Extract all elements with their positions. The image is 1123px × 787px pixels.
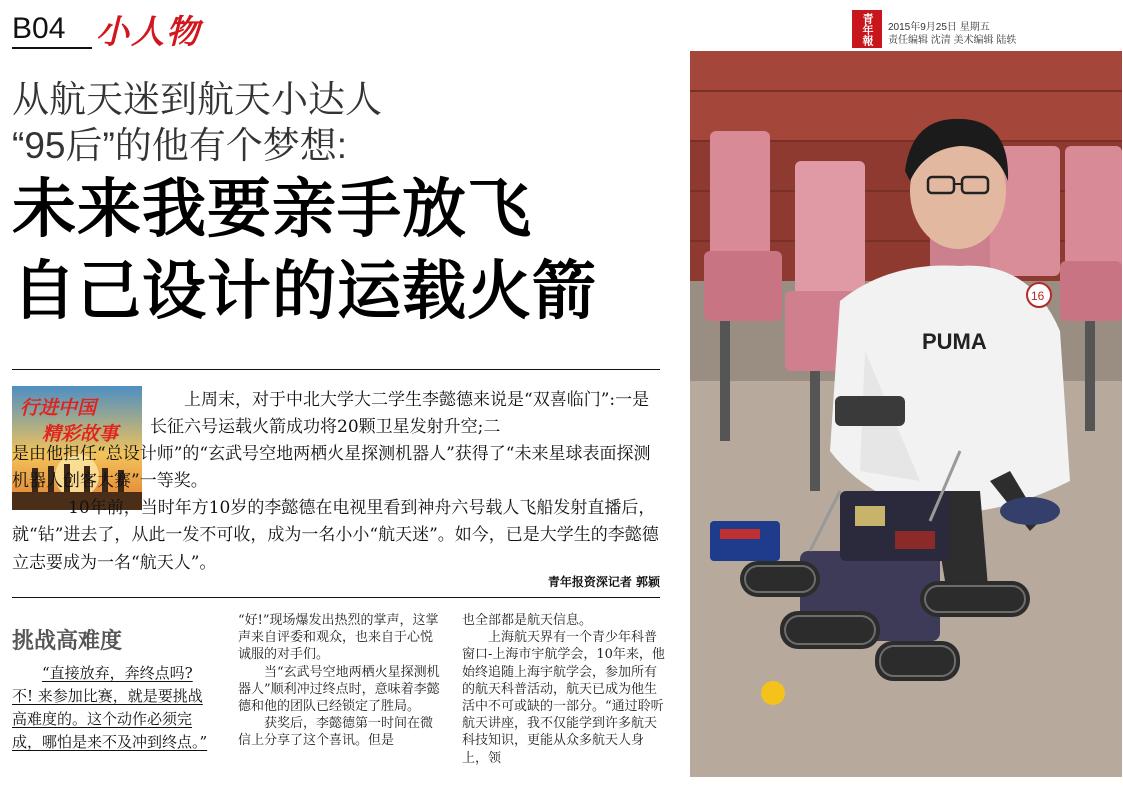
lead-paragraph-1: 上周末，对于中北大学大二学生李懿德来说是“双喜临门”:一是长征六号运载火箭成功将20颗卫星发射升空;二	[150, 390, 650, 438]
page-number-rule	[12, 47, 92, 49]
kicker-line-2: “95后”的他有个梦想:	[12, 125, 348, 166]
student-with-robot-photo	[690, 51, 1122, 777]
section-logo: 小人物	[96, 12, 201, 51]
headline-divider	[12, 369, 660, 370]
body-paragraph: 也全部都是航天信息。	[462, 613, 593, 628]
pull-quote: “直接放弃，奔终点吗? 不! 来参加比赛，就是要挑战高难度的。这个动作必须完成，哪怕是来不及冲到终点。”	[12, 664, 208, 751]
body-paragraph: 获奖后，李懿德第一时间在微信上分享了这个喜讯。但是	[238, 716, 434, 749]
byline: 青年报资深记者 郭颖	[547, 575, 660, 589]
shirt-brand-text: PUMA	[922, 329, 987, 354]
body-paragraph: 当“玄武号空地两栖火星探测机器人”顺利冲过终点时，意味着李懿德和他的团队已经锁定了胜局。	[238, 664, 440, 715]
body-column-2	[238, 612, 444, 750]
badge-line-2: 精彩故事	[42, 423, 119, 445]
main-headline-line-1: 未来我要亲手放飞	[12, 173, 532, 247]
body-paragraph: “好!”现场爆发出热烈的掌声，这掌声来自评委和观众，也来自于心悦诚服的对手们。	[238, 613, 439, 663]
page-number: B04	[12, 12, 66, 45]
newspaper-logo: 青年報	[852, 10, 882, 48]
main-headline-line-2: 自己设计的运载火箭	[12, 255, 597, 329]
body-column-3	[462, 612, 668, 767]
kicker-line-1: 从航天迷到航天小达人	[12, 79, 382, 120]
badge-line-1: 行进中国	[20, 397, 97, 419]
lead-paragraph-1-continued: 是由他担任“总设计师”的“玄武号空地两栖火星探测机器人”获得了“未来星球表面探测机器人创客大赛”一等奖。	[12, 444, 651, 492]
section-subhead: 挑战高难度	[12, 628, 123, 654]
issue-date: 2015年9月25日 星期五	[888, 22, 990, 33]
body-paragraph: 上海航天界有一个青少年科普窗口-上海市宇航学会，10年来，他始终追随上海宇航学会，参加所有的航天科普活动，航天已成为他生活中不可或缺的一部分。“通过聆听航天讲座，我不仅能学到许多航天科技知识，更能从众多航天人身上，领	[462, 630, 665, 766]
byline-divider	[12, 597, 660, 598]
lead-paragraph-2: 10年前，当时年方10岁的李懿德在电视里看到神舟六号载人飞船发射直播后，就“钻”进去了，从此一发不可收，成为一名小小“航天迷”。如今，已是大学生的李懿德立志要成为一名“航天人”。	[12, 498, 659, 573]
editor-credits: 责任编辑 沈清 美术编辑 陆轶	[888, 35, 1017, 46]
shirt-number-text: 16	[1031, 289, 1045, 303]
